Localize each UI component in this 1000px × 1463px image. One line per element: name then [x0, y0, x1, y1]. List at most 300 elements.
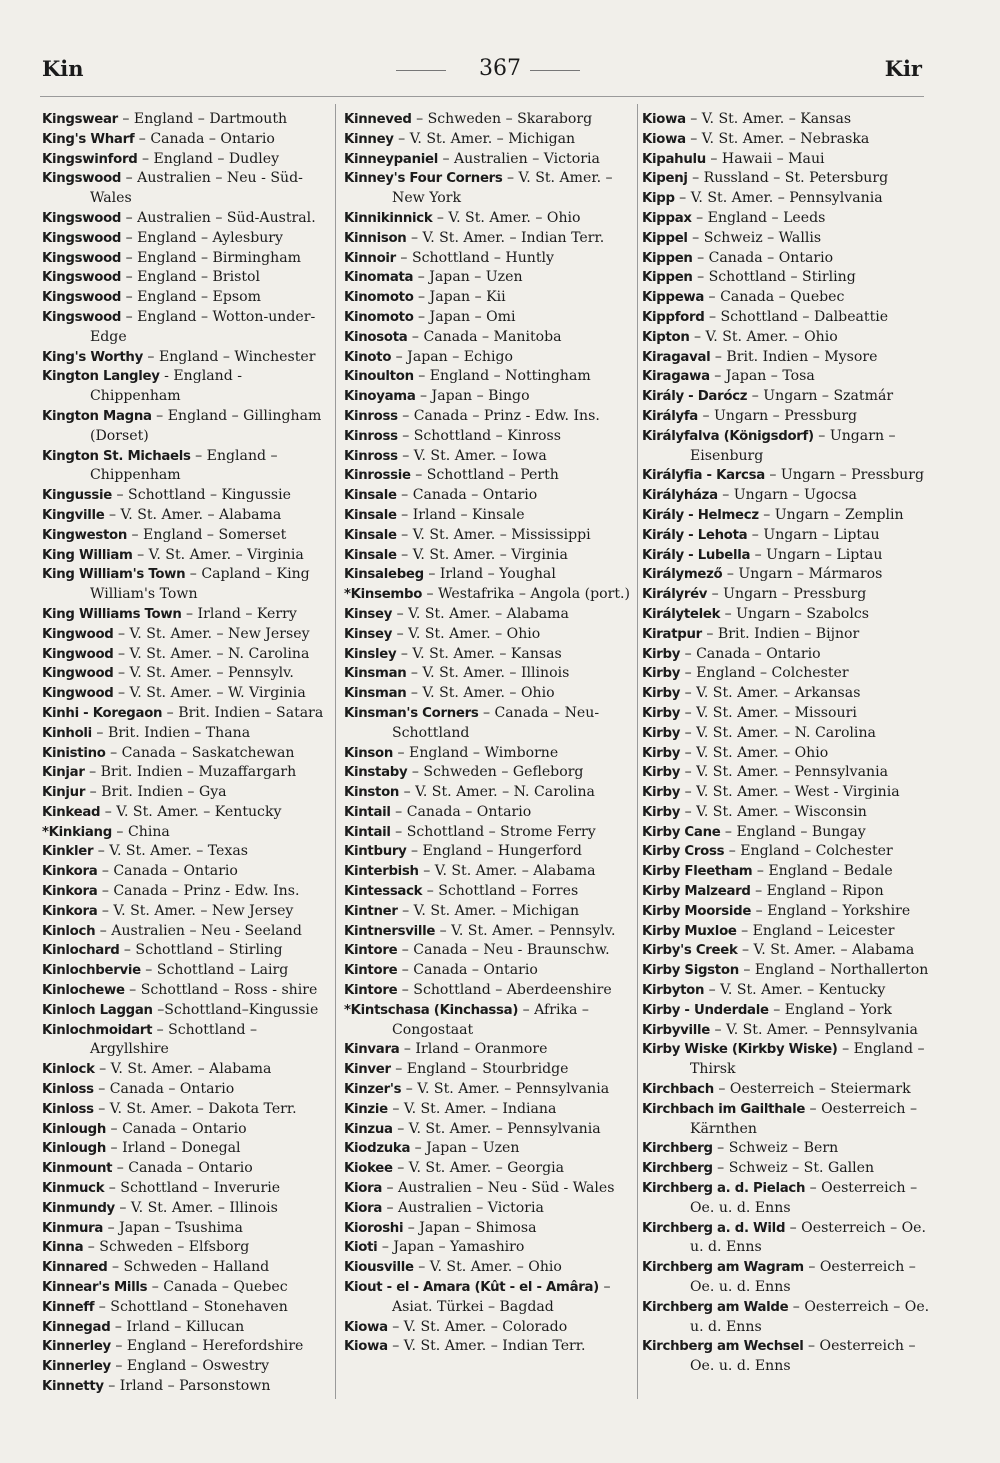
- gazetteer-entry: [344, 546, 636, 566]
- entry-location: – Canada – Ontario: [112, 1160, 253, 1177]
- gazetteer-entry: [42, 981, 330, 1001]
- entry-headword: Kinomoto: [344, 290, 414, 306]
- gazetteer-entry: [642, 407, 930, 427]
- gazetteer-entry: [344, 308, 636, 328]
- entry-location: – Schweiz – St. Gallen: [712, 1160, 875, 1177]
- gazetteer-entry: [642, 427, 930, 467]
- gazetteer-entry: [344, 625, 636, 645]
- gazetteer-entry: [42, 546, 330, 566]
- entry-headword: Kippewa: [642, 290, 705, 306]
- entry-headword: Kinlochmoidart: [42, 1022, 153, 1038]
- entry-headword: Kiora: [344, 1181, 383, 1197]
- entry-headword: Kinoulton: [344, 369, 414, 385]
- gazetteer-entry: [42, 803, 330, 823]
- entry-location: – England – Bungay: [720, 823, 866, 840]
- entry-location: – V. St. Amer. – New Jersey: [113, 625, 310, 642]
- entry-location: – V. St. Amer. – Alabama: [392, 605, 569, 622]
- entry-headword: Kintail: [344, 804, 391, 820]
- entry-headword: Kinmura: [42, 1220, 104, 1236]
- gazetteer-entry: [642, 1040, 930, 1080]
- entry-location: – Schottland – Ross - shire: [124, 982, 318, 999]
- entry-location: – England – Northallerton: [738, 962, 929, 979]
- entry-location: – England – Wotton-under-Edge: [90, 308, 316, 345]
- gazetteer-entry: [344, 447, 636, 467]
- entry-location: – Australien – Neu - Süd - Wales: [382, 1180, 615, 1197]
- entry-location: – V. St. Amer. – Virginia: [132, 546, 304, 563]
- entry-location: – V. St. Amer. – Kentucky: [100, 803, 282, 820]
- entry-location: – England – Yorkshire: [751, 902, 911, 919]
- header-right-keyword: Kir: [884, 56, 922, 81]
- gazetteer-entry: [42, 407, 330, 447]
- entry-location: – Schottland – Aberdeenshire: [397, 982, 612, 999]
- entry-location: – Schottland – Stirling: [119, 942, 283, 959]
- entry-location: – V. St. Amer. – Illinois: [406, 665, 570, 682]
- entry-headword: Kippel: [642, 230, 688, 246]
- entry-headword: Kinson: [344, 745, 394, 761]
- entry-location: – Irland – Oranmore: [399, 1041, 548, 1058]
- entry-location: – Hawaii – Maui: [705, 150, 825, 167]
- gazetteer-entry: [42, 169, 330, 209]
- gazetteer-entry: [642, 150, 930, 170]
- entry-location: –Schottland–Kingussie: [152, 1001, 319, 1018]
- entry-headword: Kinnerley: [42, 1339, 111, 1355]
- entry-headword: Kiowa: [642, 131, 686, 147]
- entry-headword: Kinlochewe: [42, 983, 125, 999]
- entry-headword: Kinloss: [42, 1082, 94, 1098]
- entry-headword: Királytelek: [642, 606, 721, 622]
- entry-location: – V. St. Amer. – Nebraska: [685, 130, 870, 147]
- column-2: [344, 110, 636, 1357]
- gazetteer-entry: [642, 803, 930, 823]
- entry-headword: Kinlochard: [42, 943, 120, 959]
- entry-location: – England – Somerset: [127, 526, 287, 543]
- gazetteer-entry: [344, 882, 636, 902]
- entry-headword: Kington Langley: [42, 369, 160, 385]
- entry-location: - England - Chippenham: [90, 368, 242, 405]
- entry-location: – V. St. Amer. – Iowa: [397, 447, 547, 464]
- gazetteer-entry: [42, 1001, 330, 1021]
- gazetteer-entry: [42, 565, 330, 605]
- entry-location: – England – Dartmouth: [117, 111, 288, 127]
- entry-location: – Schweiz – Wallis: [687, 229, 822, 246]
- entry-headword: Király - Darócz: [642, 389, 748, 405]
- entry-location: – V. St. Amer. – Ohio: [413, 1259, 562, 1276]
- entry-location: – Capland – King William's Town: [90, 566, 310, 603]
- gazetteer-entry: [344, 130, 636, 150]
- entry-headword: Kinjur: [42, 785, 86, 801]
- entry-location: – V. St. Amer. – Mississippi: [396, 526, 591, 543]
- gazetteer-entry: [344, 565, 636, 585]
- gazetteer-entry: [642, 981, 930, 1001]
- gazetteer-entry: [42, 308, 330, 348]
- entry-location: – Schweden – Gefleborg: [407, 764, 584, 781]
- entry-location: – Schottland – Kinross: [397, 427, 562, 444]
- gazetteer-entry: [42, 1238, 330, 1258]
- gazetteer-entry: [642, 348, 930, 368]
- gazetteer-entry: [42, 704, 330, 724]
- gazetteer-entry: [42, 961, 330, 981]
- entry-headword: Kirby: [642, 804, 681, 820]
- entry-headword: Kinross: [344, 428, 398, 444]
- entry-headword: Kinnoir: [344, 250, 396, 266]
- entry-location: – V. St. Amer. – Ohio: [432, 209, 581, 226]
- gazetteer-entry: [642, 526, 930, 546]
- page-number: 367: [479, 56, 521, 81]
- gazetteer-entry: [344, 1278, 636, 1318]
- entry-location: – Ungarn – Szabolcs: [720, 605, 869, 622]
- gazetteer-entry: [344, 1120, 636, 1140]
- gazetteer-entry: [42, 110, 330, 130]
- entry-location: – V. St. Amer. – Georgia: [392, 1160, 565, 1177]
- entry-headword: Kinsale: [344, 527, 397, 543]
- gazetteer-entry: [344, 506, 636, 526]
- entry-headword: Kirby - Underdale: [642, 1002, 769, 1018]
- entry-headword: Kirchberg am Walde: [642, 1299, 789, 1315]
- entry-location: – V. St. Amer. – Virginia: [396, 546, 568, 563]
- gazetteer-entry: [344, 1219, 636, 1239]
- entry-headword: Kinross: [344, 448, 398, 464]
- header-left-keyword: Kin: [42, 56, 84, 81]
- gazetteer-entry: [42, 922, 330, 942]
- entry-location: – Canada – Neu-Schottland: [392, 704, 600, 741]
- entry-headword: Kinmount: [42, 1161, 113, 1177]
- gazetteer-entry: [344, 981, 636, 1001]
- entry-location: – England – Leeds: [691, 209, 826, 226]
- entry-headword: Kinsey: [344, 606, 393, 622]
- entry-headword: Kiout - el - Amara (Kût - el - Amâra): [344, 1280, 599, 1296]
- entry-headword: Kinneved: [344, 112, 412, 127]
- entry-location: – V. St. Amer. – Pennsylv.: [113, 665, 294, 682]
- entry-location: – China: [111, 823, 170, 840]
- entry-location: – England – Dudley: [137, 150, 280, 167]
- entry-location: – England – Colchester: [680, 665, 849, 682]
- gazetteer-entry: [642, 882, 930, 902]
- entry-headword: Kirchberg am Wagram: [642, 1260, 804, 1276]
- entry-headword: Kinloss: [42, 1101, 94, 1117]
- entry-headword: *Kintschasa (Kinchassa): [344, 1002, 519, 1018]
- gazetteer-entry: [42, 348, 330, 368]
- entry-headword: Kinlough: [42, 1141, 107, 1157]
- entry-headword: Kinkead: [42, 804, 101, 820]
- gazetteer-entry: [42, 1120, 330, 1140]
- entry-headword: Kinrossie: [344, 468, 411, 484]
- entry-location: – V. St. Amer. – Kentucky: [704, 982, 886, 999]
- gazetteer-entry: [344, 288, 636, 308]
- entry-headword: Kingweston: [42, 527, 128, 543]
- entry-location: – Canada – Ontario: [390, 803, 532, 820]
- entry-location: – England – York: [768, 1001, 892, 1018]
- column-3: [642, 110, 930, 1377]
- gazetteer-entry: [344, 1238, 636, 1258]
- entry-headword: Kinzua: [344, 1121, 393, 1137]
- entry-location: – Ungarn – Pressburg: [697, 407, 858, 424]
- entry-location: – Afrika – Congostaat: [392, 1001, 589, 1038]
- entry-headword: King William: [42, 547, 133, 563]
- entry-location: – V. St. Amer. – W. Virginia: [113, 685, 306, 702]
- gazetteer-entry: [344, 1179, 636, 1199]
- entry-headword: Kirbyton: [642, 983, 705, 999]
- entry-location: – Westafrika – Angola (port.): [422, 586, 630, 603]
- entry-headword: Kiowa: [344, 1339, 388, 1355]
- entry-location: – V. St. Amer. – New York: [392, 170, 613, 207]
- entry-headword: Kipenj: [642, 171, 688, 187]
- entry-location: – Canada – Ontario: [680, 645, 821, 662]
- gazetteer-entry: [642, 169, 930, 189]
- entry-location: – V. St. Amer. – Illinois: [114, 1199, 278, 1216]
- entry-location: – Japan – Bingo: [415, 388, 530, 405]
- entry-location: – V. St. Amer. – Arkansas: [680, 685, 861, 702]
- gazetteer-entry: [42, 150, 330, 170]
- entry-headword: Kirby Wiske (Kirkby Wiske): [642, 1042, 838, 1058]
- gazetteer-entry: [642, 961, 930, 981]
- entry-headword: Kinzer's: [344, 1082, 402, 1098]
- gazetteer-entry: [344, 328, 636, 348]
- gazetteer-entry: [42, 1318, 330, 1338]
- entry-location: – Australien – Victoria: [382, 1199, 544, 1216]
- gazetteer-entry: [344, 1258, 636, 1278]
- gazetteer-entry: [42, 447, 330, 487]
- entry-location: – Canada – Neu - Braunschw.: [397, 942, 610, 959]
- entry-headword: *Kinkiang: [42, 824, 112, 840]
- entry-location: – Canada – Quebec: [704, 289, 845, 306]
- entry-headword: Kingswood: [42, 250, 122, 266]
- gazetteer-entry: [42, 684, 330, 704]
- entry-headword: Kinsman's Corners: [344, 705, 479, 721]
- gazetteer-entry: [642, 664, 930, 684]
- entry-headword: Király - Lehota: [642, 527, 748, 543]
- entry-location: – Irland – Killucan: [110, 1318, 245, 1335]
- entry-location: – Canada – Ontario: [97, 863, 238, 880]
- entry-headword: Kinney: [344, 131, 394, 147]
- entry-headword: Királyháza: [642, 488, 718, 504]
- entry-location: – Schottland – Dalbeattie: [704, 308, 889, 325]
- gazetteer-entry: [642, 288, 930, 308]
- entry-location: – V. St. Amer. – Pennsylv.: [435, 922, 616, 939]
- entry-location: – Canada – Ontario: [134, 130, 275, 147]
- gazetteer-entry: [642, 605, 930, 625]
- gazetteer-entry: [642, 367, 930, 387]
- entry-headword: Kintore: [344, 963, 398, 979]
- entry-location: – V. St. Amer. – Pennsylvania: [680, 764, 889, 781]
- entry-headword: Kinsale: [344, 547, 397, 563]
- entry-headword: Kinkora: [42, 884, 98, 900]
- entry-location: – Schottland – Forres: [422, 883, 579, 900]
- gazetteer-entry: [642, 1298, 930, 1338]
- gazetteer-entry: [42, 1219, 330, 1239]
- entry-location: – Oesterreich – Oe. u. d. Enns: [690, 1180, 918, 1216]
- entry-location: – Ungarn – Mármaros: [722, 566, 883, 583]
- entry-location: – Canada – Ontario: [692, 249, 834, 266]
- entry-location: – Canada – Ontario: [397, 962, 538, 979]
- gazetteer-entry: [42, 1021, 330, 1061]
- entry-headword: Kirchberg a. d. Wild: [642, 1220, 786, 1236]
- gazetteer-entry: [42, 1298, 330, 1318]
- column-divider-2: [637, 104, 638, 1399]
- entry-location: – Ungarn – Zemplin: [758, 506, 904, 523]
- gazetteer-entry: [42, 1377, 330, 1397]
- entry-location: – V. St. Amer. – N. Carolina: [399, 784, 595, 801]
- entry-location: – Irland – Kinsale: [396, 506, 525, 523]
- gazetteer-entry: [642, 1021, 930, 1041]
- gazetteer-entry: [344, 486, 636, 506]
- gazetteer-entry: [42, 506, 330, 526]
- entry-headword: Kirby: [642, 765, 681, 781]
- entry-headword: Kinkora: [42, 903, 98, 919]
- entry-location: – V. St. Amer. – Ohio: [689, 328, 838, 345]
- entry-location: – Ungarn – Eisenburg: [690, 427, 896, 464]
- entry-location: – V. St. Amer. – Indiana: [387, 1100, 557, 1117]
- gazetteer-entry: [344, 407, 636, 427]
- entry-headword: Kinsale: [344, 488, 397, 504]
- gazetteer-entry: [642, 130, 930, 150]
- entry-headword: Kingswood: [42, 290, 122, 306]
- gazetteer-entry: [344, 645, 636, 665]
- entry-headword: Királymező: [642, 567, 723, 583]
- entry-headword: Kinsman: [344, 686, 407, 702]
- gazetteer-entry: [344, 367, 636, 387]
- entry-headword: Kiratpur: [642, 626, 702, 642]
- entry-location: – Schottland – Argyllshire: [90, 1021, 258, 1058]
- gazetteer-entry: [42, 1258, 330, 1278]
- gazetteer-entry: [344, 902, 636, 922]
- gazetteer-entry: [642, 308, 930, 328]
- gazetteer-entry: [42, 367, 330, 407]
- gazetteer-entry: [642, 941, 930, 961]
- entry-headword: Kinnerley: [42, 1359, 111, 1375]
- entry-location: – V. St. Amer. – Ohio: [392, 625, 541, 642]
- entry-location: – Japan – Yamashiro: [377, 1239, 525, 1256]
- entry-location: – Oesterreich – Steiermark: [713, 1081, 911, 1098]
- gazetteer-entry: [42, 486, 330, 506]
- entry-location: – Russland – St. Petersburg: [687, 170, 889, 187]
- entry-headword: Kinkler: [42, 844, 94, 860]
- gazetteer-entry: [42, 1139, 330, 1159]
- entry-location: – Irland – Kerry: [181, 605, 297, 622]
- entry-location: – Oesterreich – Oe. u. d. Enns: [690, 1338, 916, 1375]
- entry-headword: Kinsley: [344, 646, 397, 662]
- gazetteer-entry: [642, 110, 930, 130]
- gazetteer-entry: [344, 664, 636, 684]
- gazetteer-entry: [344, 1080, 636, 1100]
- entry-location: – Canada – Ontario: [106, 1120, 247, 1137]
- gazetteer-entry: [344, 605, 636, 625]
- entry-headword: Kinloch Laggan: [42, 1002, 153, 1018]
- gazetteer-entry: [42, 842, 330, 862]
- entry-headword: Kipp: [642, 191, 675, 207]
- entry-headword: Kintail: [344, 824, 391, 840]
- entry-headword: Kinoyama: [344, 389, 416, 405]
- gazetteer-entry: [42, 130, 330, 150]
- gazetteer-entry: [642, 1100, 930, 1140]
- gazetteer-entry: [344, 1337, 636, 1357]
- header-rule: [40, 96, 924, 97]
- gazetteer-entry: [642, 1139, 930, 1159]
- entry-location: – Canada – Prinz - Edw. Ins.: [97, 883, 300, 900]
- gazetteer-entry: [344, 249, 636, 269]
- entry-headword: Kirby Sigston: [642, 963, 739, 979]
- gazetteer-entry: [642, 229, 930, 249]
- gazetteer-entry: [344, 1060, 636, 1080]
- entry-location: – Japan – Uzen: [410, 1140, 520, 1157]
- entry-location: – England – Oswestry: [110, 1358, 270, 1375]
- entry-headword: Kirchberg am Wechsel: [642, 1339, 804, 1355]
- entry-headword: Kinnegad: [42, 1319, 111, 1335]
- entry-location: – England – Herefordshire: [110, 1338, 304, 1355]
- entry-headword: Kinver: [344, 1062, 391, 1078]
- entry-headword: Kingwood: [42, 686, 114, 702]
- entry-headword: Kinlock: [42, 1062, 95, 1078]
- entry-headword: Kinlough: [42, 1121, 107, 1137]
- entry-headword: Kippford: [642, 309, 705, 325]
- entry-headword: Kiokee: [344, 1161, 393, 1177]
- entry-location: – V. St. Amer. – Colorado: [387, 1318, 568, 1335]
- entry-headword: Kintore: [344, 943, 398, 959]
- entry-headword: Kinnikinnick: [344, 210, 433, 226]
- entry-location: – Oesterreich – Oe. u. d. Enns: [690, 1259, 916, 1296]
- entry-location: – Canada – Manitoba: [407, 328, 562, 345]
- entry-location: – England – Gillingham (Dorset): [90, 407, 322, 444]
- entry-location: – V. St. Amer. – Pennsylvania: [401, 1081, 610, 1098]
- entry-location: – V. St. Amer. – Pennsylvania: [709, 1021, 918, 1038]
- entry-location: – Brit. Indien – Thana: [91, 724, 251, 741]
- gazetteer-entry: [642, 466, 930, 486]
- entry-location: – Brit. Indien – Bijnor: [701, 625, 860, 642]
- entry-location: – England – Ripon: [750, 883, 884, 900]
- entry-headword: King William's Town: [42, 567, 186, 583]
- entry-location: – England – Leicester: [736, 922, 895, 939]
- entry-headword: Kinmuck: [42, 1181, 105, 1197]
- gazetteer-entry: [42, 625, 330, 645]
- gazetteer-entry: [642, 1258, 930, 1298]
- gazetteer-entry: [344, 427, 636, 447]
- entry-location: – Australien – Süd-Austral.: [121, 209, 316, 226]
- gazetteer-entry: [42, 249, 330, 269]
- entry-headword: Kirby: [642, 725, 681, 741]
- gazetteer-entry: [42, 1357, 330, 1377]
- entry-headword: Kinross: [344, 408, 398, 424]
- entry-headword: Kingswinford: [42, 151, 138, 167]
- entry-headword: Királyfa: [642, 408, 698, 424]
- gazetteer-entry: [42, 941, 330, 961]
- gazetteer-entry: [642, 546, 930, 566]
- entry-headword: Kinney's Four Corners: [344, 171, 503, 187]
- gazetteer-entry: [42, 902, 330, 922]
- entry-location: – V. St. Amer. – West - Virginia: [680, 784, 900, 801]
- entry-headword: Kinsalebeg: [344, 567, 424, 583]
- entry-headword: Kinnison: [344, 230, 407, 246]
- entry-headword: Kirby Moorside: [642, 903, 752, 919]
- entry-headword: Kinnetty: [42, 1379, 104, 1394]
- gazetteer-entry: [344, 744, 636, 764]
- gazetteer-entry: [642, 763, 930, 783]
- entry-headword: Kinomata: [344, 270, 414, 286]
- entry-location: – Oesterreich – Oe. u. d. Enns: [690, 1298, 930, 1335]
- entry-headword: Kinnear's Mills: [42, 1280, 148, 1296]
- entry-headword: Kioroshi: [344, 1220, 404, 1236]
- entry-location: – England – Aylesbury: [121, 229, 283, 246]
- gazetteer-entry: [344, 1199, 636, 1219]
- gazetteer-entry: [344, 1040, 636, 1060]
- gazetteer-entry: [344, 684, 636, 704]
- gazetteer-entry: [344, 1001, 636, 1041]
- entry-location: – Schottland – Stirling: [692, 269, 856, 286]
- entry-headword: Király - Helmecz: [642, 507, 759, 523]
- gazetteer-entry: [642, 565, 930, 585]
- entry-location: – Canada – Ontario: [396, 487, 538, 504]
- entry-location: – Schweden – Halland: [107, 1259, 270, 1276]
- entry-headword: Kinsale: [344, 507, 397, 523]
- entry-location: – Canada – Saskatchewan: [105, 744, 295, 761]
